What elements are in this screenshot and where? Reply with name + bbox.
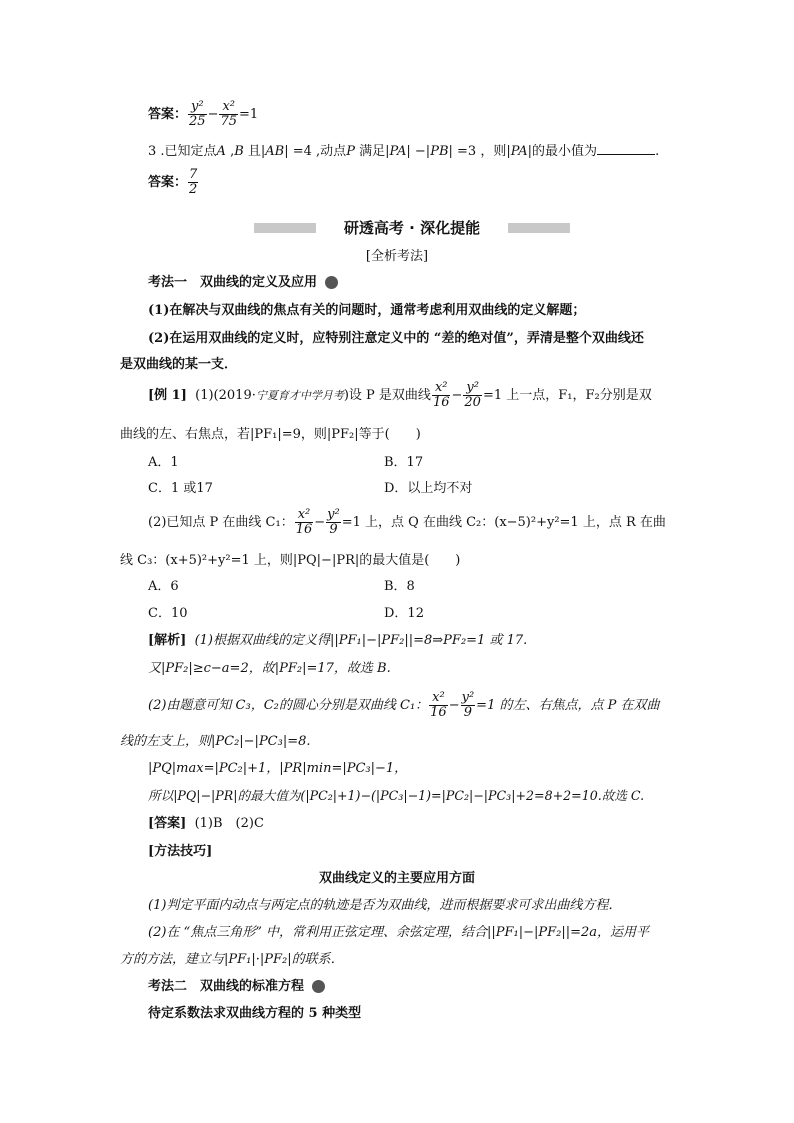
tip-2a: (2)在 “焦点三角形” 中，常利用正弦定理、余弦定理，结合||PF₁|−|PF₂||=2a，运用平 — [148, 925, 650, 940]
tip-2b: 方的方法，建立与|PF₁|·|PF₂|的联系． — [120, 952, 344, 967]
solution-line-5: |PQ|max=|PC₂|+1，|PR|min=|PC₃|−1， — [148, 761, 408, 776]
option-c2: C．10 — [148, 606, 188, 621]
solution-line-4: 线的左支上，则|PC₂|−|PC₃|=8. — [120, 734, 311, 749]
example-1-part-2-line-2: 线 C₃：(x+5)²+y²=1 上，则|PQ|−|PR|的最大值是( ) — [120, 553, 461, 568]
option-d2: D．12 — [384, 606, 424, 621]
answer-summary-label: [答案] — [148, 816, 187, 831]
answer-line-3 — [148, 166, 199, 200]
method-2-heading: 考法二 双曲线的标准方程 — [148, 978, 325, 996]
tip-1: (1)判定平面内动点与两定点的轨迹是否为双曲线，进而根据要求可求出曲线方程． — [148, 898, 622, 913]
option-a2: A．6 — [148, 579, 179, 594]
section-tag: [全析考法] — [365, 249, 429, 264]
paragraph-2b: 是双曲线的某一支． — [120, 357, 238, 372]
bullet-dot-icon — [312, 980, 325, 993]
solution-label: [解析] — [148, 633, 187, 648]
last-line: 待定系数法求双曲线方程的 5 种类型 — [148, 1006, 362, 1021]
fraction: $\frac{\text{x²}}{75}$ — [220, 99, 238, 129]
example-source: 宁夏育才中学月考 — [255, 389, 344, 402]
fraction: $\frac{\text{x²}}{16}$ — [430, 690, 447, 720]
section-banner — [254, 218, 570, 238]
question-3: 3 .已知定点A ,B 且|AB| =4 ,动点P 满足|PA| −|PB| =3 ，则|PA|的最小值为 . — [148, 144, 660, 159]
fraction: $\frac{\text{x²}}{16}$ — [432, 380, 450, 410]
example-1-line-2: 曲线的左、右焦点，若|PF₁|=9，则|PF₂|等于( ) — [120, 427, 421, 442]
example-label: [例 1] — [148, 388, 187, 403]
tips-label: [方法技巧] — [148, 844, 213, 859]
answer-blank — [597, 142, 655, 155]
solution-line-3: (2)由题意可知 C₃，C₂的圆心分别是双曲线 C₁： $\frac{\text{x²}}{16}$ − $\frac{\text{y²}}{9}$ =1 的左、右焦点，点 P 在双曲 — [148, 690, 660, 720]
option-a: A．1 — [148, 455, 179, 470]
banner-title: 研透高考 · 深化提能 — [343, 219, 481, 237]
fraction: $\frac{7}{2}$ — [189, 167, 198, 197]
answer-line-2: 答案： $\frac{\text{y²}}{25}$ − $\frac{\text{x²}}{75}$ =1 — [148, 99, 259, 129]
banner-bar-right — [508, 223, 570, 233]
fraction: $\frac{\text{x²}}{16}$ — [295, 507, 313, 537]
fraction: $\frac{\text{y²}}{25}$ — [189, 99, 206, 129]
fraction: $\frac{\text{y²}}{9}$ — [461, 690, 475, 720]
example-1-part-2-line-1: (2)已知点 P 在曲线 C₁： $\frac{\text{x²}}{16}$ − $\frac{\text{y²}}{9}$ =1 上，点 Q 在曲线 C₂：(x−5)²+y²=1 上，点 R 在曲 — [148, 507, 666, 537]
answer-summary: [答案] (1)B (2)C — [148, 816, 264, 831]
paragraph-1: (1)在解决与双曲线的焦点有关的问题时，通常考虑利用双曲线的定义解题； — [148, 303, 586, 318]
fraction: $\frac{\text{y²}}{20}$ — [464, 380, 481, 410]
solution-line-2: 又|PF₂|≥c−a=2，故|PF₂|=17，故选 B. — [148, 661, 391, 676]
answer-label: 答案： — [148, 107, 188, 122]
method-1-heading: 考法一 双曲线的定义及应用 — [148, 274, 338, 292]
tips-title: 双曲线定义的主要应用方面 — [318, 871, 475, 886]
answer-label: 答案： — [148, 175, 188, 190]
option-b2: B．8 — [384, 579, 415, 594]
option-b: B．17 — [384, 455, 424, 470]
solution-line-6: 所以|PQ|−|PR|的最大值为(|PC₂|+1)−(|PC₃|−1)=|PC₂|−|PC₃|+2=8+2=10.故选 C. — [148, 788, 645, 803]
option-c: C．1 或17 — [148, 481, 213, 496]
solution-line-1: [解析] (1)根据双曲线的定义得||PF₁|−|PF₂||=8⇒PF₂=1 或 17. — [148, 633, 528, 648]
fraction: $\frac{\text{y²}}{9}$ — [327, 507, 340, 537]
paragraph-2a: (2)在运用双曲线的定义时，应特别注意定义中的 “差的绝对值”，弄清是整个双曲线还 — [148, 331, 644, 346]
option-d: D．以上均不对 — [384, 481, 473, 496]
example-1-line-1: [例 1] (1)(2019·宁夏育才中学月考)设 P 是双曲线 $\frac{\text{x²}}{16}$ − $\frac{\text{y²}}{20}$ =1 上一点，F₁，F₂分别是双 — [148, 380, 652, 410]
bullet-dot-icon — [325, 276, 338, 289]
banner-bar-left — [254, 223, 316, 233]
